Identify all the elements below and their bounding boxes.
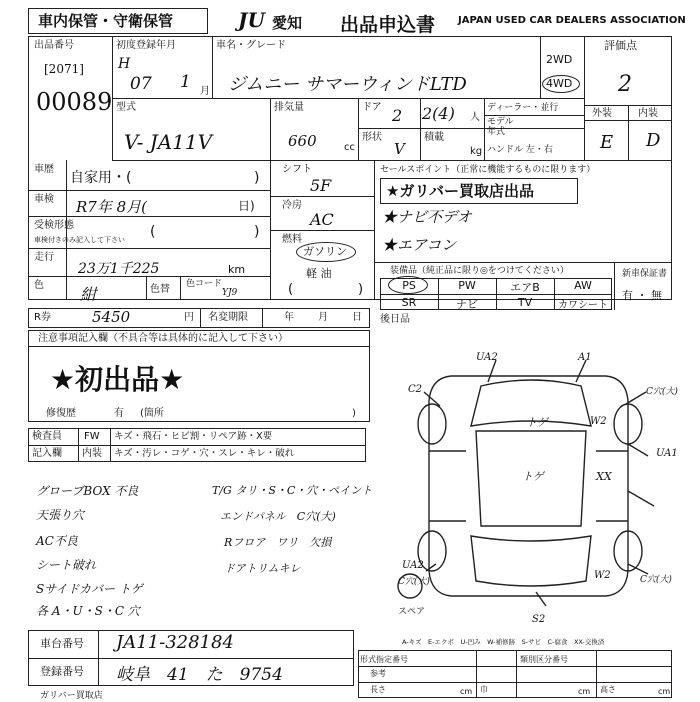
remark-7: T/G タリ・S・C・穴・ペイント <box>212 484 373 497</box>
form-type-label: 形式指定番号 <box>360 655 408 664</box>
lot-label: 出品番号 <box>34 40 74 51</box>
diagram-mark-c2: C2 <box>408 384 423 395</box>
logo-mark: JU <box>238 8 265 32</box>
fuel-value: ガソリン <box>303 245 347 258</box>
length-label: 長さ <box>370 685 386 694</box>
diagram-mark-ua2-top: UA2 <box>476 352 498 363</box>
height-label: 高さ <box>600 685 616 694</box>
shift-value: 5F <box>310 176 332 195</box>
mileage-value: 23万1千225 <box>78 261 160 277</box>
fuel-close: ) <box>358 282 364 297</box>
diagram-legend: A-キズ E-エクボ U-凹み W-補修跡 S-サビ C-腐食 XX-交換済 <box>402 638 605 646</box>
inspector-label-2: 記入欄 <box>32 448 62 459</box>
remark-10: ドアトリムキレ <box>224 562 301 575</box>
dealer-label: ディーラー・並行 <box>487 103 559 113</box>
diagram-mark-w2-bottom: W2 <box>594 570 611 581</box>
equip-sr: SR <box>401 296 417 309</box>
plate-label: 登録番号 <box>40 665 84 678</box>
logo-place: 愛知 <box>272 14 303 32</box>
mileage-unit: km <box>228 263 246 276</box>
recycle-label: R券 <box>34 312 51 323</box>
doors-label: ドア <box>362 102 382 113</box>
remark-2: 天張り穴 <box>36 508 85 522</box>
storage-title: 車内保管・守衛保管 <box>38 12 174 30</box>
model-type-value: V- JA11V <box>124 130 213 154</box>
chassis-label: 車台番号 <box>40 637 84 650</box>
remark-6: 各 A・U・S・C 穴 <box>36 604 140 618</box>
diagram-mark-a1: A1 <box>578 352 592 363</box>
registration-label: 初度登録年月 <box>116 40 176 51</box>
equip-aw: AW <box>574 279 592 292</box>
fw-label: FW <box>84 431 100 442</box>
car-name-label: 車名・グレード <box>216 40 286 51</box>
registration-month-unit: 月 <box>200 86 210 97</box>
equip-tv: TV <box>517 296 533 309</box>
fuel-label: 燃料 <box>282 234 302 245</box>
equip-pw: PW <box>458 279 476 292</box>
diagram-mark-s2: S2 <box>532 614 546 625</box>
doors-value: 2 <box>392 106 403 125</box>
height-unit: cm <box>658 687 671 696</box>
interior-label: 内装 <box>638 108 658 119</box>
shape-value: V <box>394 140 405 158</box>
aircon-value: AC <box>310 210 334 229</box>
repair-place: (箇所 <box>140 408 164 419</box>
displacement-value: 660 <box>288 132 317 150</box>
repair-close: ) <box>352 408 356 419</box>
color-value: 紺 <box>80 285 97 304</box>
acceptance-close: ) <box>254 224 260 240</box>
diagram-mark-c-hole-1: C穴(大) <box>646 387 678 397</box>
model-year-label: モデル 年式 <box>487 117 514 137</box>
inspection-value: R7年 8月( <box>76 198 148 216</box>
seats-suffix: 人 <box>470 112 480 123</box>
fuel-alt: 軽 油 <box>306 267 332 280</box>
equip-navi: ナビ <box>456 298 478 311</box>
equip-airbag: エアB <box>510 281 540 294</box>
acceptance-open: ( <box>150 224 156 240</box>
registration-year: 07 <box>130 74 152 94</box>
exterior-grade: E <box>600 132 614 153</box>
recycle-value: 5450 <box>92 308 131 326</box>
interior-grade: D <box>646 130 661 151</box>
recycle-unit: 円 <box>184 312 194 323</box>
diagram-mark-xx: XX <box>596 470 612 483</box>
diagram-mark-w2-top: W2 <box>590 416 607 427</box>
inspection-suffix: 日) <box>238 199 255 213</box>
capacity-unit: kg <box>470 146 483 157</box>
chassis-value: JA11-328184 <box>116 632 234 653</box>
repair-value: 有 <box>114 408 124 419</box>
color-code: YJ9 <box>222 288 238 298</box>
repair-label: 修復歴 <box>46 408 76 419</box>
width-unit: cm <box>578 687 591 696</box>
notes-label: 注意事項記入欄（不具合等は具体的に記入して下さい） <box>38 333 288 344</box>
registration-month: 1 <box>180 72 191 92</box>
acceptance-label: 受検形態 <box>34 220 74 231</box>
remark-1: グローブBOX 不良 <box>36 484 139 498</box>
exterior-label: 外装 <box>592 108 612 119</box>
displacement-unit: cc <box>344 142 355 153</box>
name-change-label: 名変期限 <box>208 312 248 323</box>
equipment-label: 装備品（純正品に限り◎をつけてください） <box>390 266 569 276</box>
plate-value: 岐阜 41 た 9754 <box>116 665 283 685</box>
handle-label: ハンドル 左・右 <box>487 145 553 155</box>
color-swap-label: 色替 <box>150 284 170 295</box>
insurance-label: 新車保証書 <box>622 269 668 279</box>
name-change-year: 年 <box>284 312 294 323</box>
lot-number: 00089 <box>36 88 113 116</box>
sales-banner: ★ガリバー買取店出品 <box>386 182 534 200</box>
name-change-day: 日 <box>352 312 362 323</box>
history-label: 車歴 <box>34 164 54 175</box>
diagram-mark-c-hole-2: C穴(大) <box>398 577 430 587</box>
drive-2wd: 2WD <box>546 53 573 66</box>
int-text: キズ・汚レ・コゲ・穴・スレ・キレ・破れ <box>114 448 295 459</box>
drive-4wd: 4WD <box>546 77 573 90</box>
displacement-label: 排気量 <box>274 102 304 113</box>
inspector-label-1: 検査員 <box>32 431 62 442</box>
int-label: 内装 <box>82 448 102 459</box>
fw-text: キズ・飛石・ヒビ割・リペア跡・X要 <box>114 431 273 442</box>
ref-label: 参考 <box>370 669 386 678</box>
grade-value: 2 <box>618 72 632 97</box>
history-value: 自家用・( <box>70 170 132 186</box>
insurance-value: 有 ・ 無 <box>622 289 662 302</box>
lot-bracket-number: [2071] <box>44 62 84 76</box>
grade-label: 評価点 <box>604 39 637 52</box>
diagram-mark-c-hole-3: C穴(大) <box>640 575 672 585</box>
diagram-mark-ua1: UA1 <box>656 448 678 459</box>
remark-8: エンドパネル C穴(大) <box>220 510 336 523</box>
remark-5: Sサイドカバー トゲ <box>36 582 143 596</box>
class-no-label: 類別区分番号 <box>520 655 568 664</box>
equip-seat: カワシート <box>558 300 608 311</box>
diagram-mark-toge-1: トゲ <box>526 416 548 429</box>
remark-3: AC不良 <box>36 534 78 548</box>
registration-era: H <box>118 56 131 72</box>
shape-label: 形状 <box>362 132 382 143</box>
acceptance-note: 車検付きのみ記入して下さい <box>34 236 125 244</box>
sales-line-2: ★エアコン <box>382 236 457 254</box>
car-name-value: ジムニー サマーウィンドLTD <box>228 74 467 95</box>
model-type-label: 型式 <box>116 102 136 113</box>
shift-label: シフト <box>282 164 312 175</box>
history-close: ) <box>254 170 260 186</box>
equip-ps: PS <box>402 279 416 292</box>
fuel-open: ( <box>288 282 294 297</box>
equip-ps-circle <box>388 276 428 294</box>
first-listing: ★初出品★ <box>50 363 185 396</box>
length-unit: cm <box>460 687 473 696</box>
diagram-spare-label: スペア <box>398 607 426 617</box>
color-code-label: 色コード <box>186 279 223 289</box>
rear-seat-label: 後日品 <box>380 314 410 325</box>
inspection-label: 車検 <box>34 194 54 205</box>
sales-points-label: セールスポイント（正常に機能するものに限ります） <box>380 165 596 175</box>
aircon-label: 冷房 <box>282 200 302 211</box>
color-label: 色 <box>34 280 44 291</box>
mileage-label: 走行 <box>34 252 54 263</box>
width-label: 巾 <box>480 685 488 694</box>
diagram-mark-ua2-bottom: UA2 <box>402 560 424 571</box>
form-title: 出品申込書 <box>340 14 436 36</box>
remark-9: Rフロア ワリ 欠損 <box>224 536 332 549</box>
capacity-label: 積載 <box>424 132 444 143</box>
diagram-mark-toge-2: トゲ <box>522 470 544 483</box>
remark-4: シート破れ <box>36 558 97 572</box>
association-name: JAPAN USED CAR DEALERS ASSOCIATION <box>458 15 686 26</box>
sales-line-1: ★ナビ不デオ <box>382 208 472 226</box>
footer-stamp: ガリバー買取店 <box>40 691 103 701</box>
seats-value: 2(4) <box>422 104 455 123</box>
name-change-month: 月 <box>318 312 328 323</box>
